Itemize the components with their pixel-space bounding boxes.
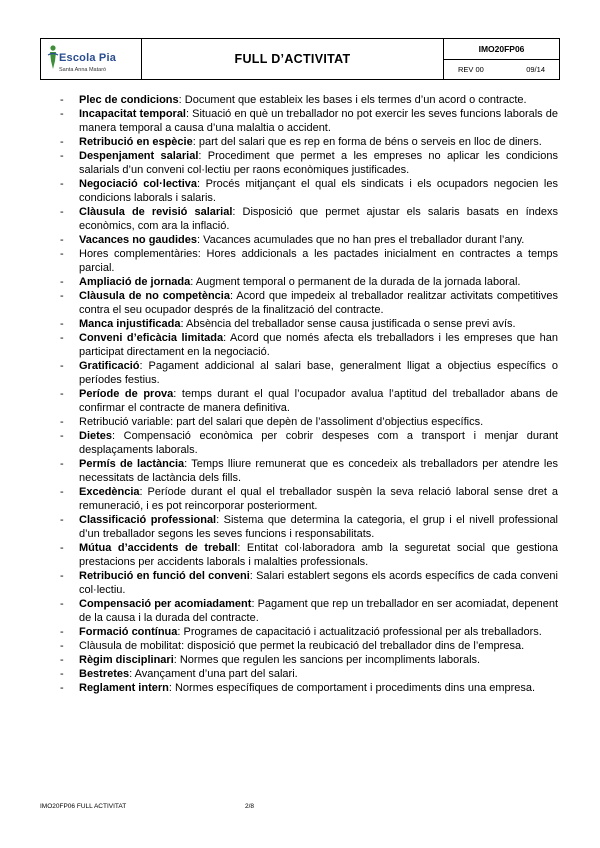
definition-text: : Entitat col·laboradora amb la seguretat social que gestiona prestacions per accidents laborals i malalties professionals. (79, 542, 559, 568)
definition-item (60, 429, 558, 457)
definition-item (60, 359, 558, 387)
definition-term: Retribució en espècie (79, 136, 193, 148)
definition-term: Règim disciplinari (79, 654, 174, 666)
definition-term: Mútua d’accidents de treball (79, 542, 238, 554)
logo-name: Escola Pia (59, 52, 117, 64)
definition-term: Negociació col·lectiva (79, 178, 198, 190)
definition-text: : Vacances acumulades que no han pres el treballador durant l’any. (197, 234, 525, 246)
definition-item (60, 387, 558, 415)
definition-term: Vacances no gaudides (79, 234, 197, 246)
definition-text: Clàusula de mobilitat: disposició que permet la reubicació del treballador dins de l’empresa. (79, 640, 525, 652)
definition-item (60, 485, 558, 513)
definition-item (60, 107, 558, 135)
definition-term: Ampliació de jornada (79, 276, 191, 288)
revision-row (444, 60, 559, 79)
definition-text: : Procés mitjançant el qual els sindicats i els ocupadors negocien les condicions laborals i salaris. (79, 178, 558, 204)
definition-item (60, 597, 558, 625)
definition-item (60, 135, 558, 149)
definition-term: Despenjament salarial (79, 150, 199, 162)
page-number: 2/8 (245, 803, 255, 810)
definition-term: Formació contínua (79, 626, 178, 638)
definition-text: : Absència del treballador sense causa justificada o sense previ avís. (180, 318, 516, 330)
definition-term: Permís de lactància (79, 458, 185, 470)
definition-item (60, 541, 558, 569)
definition-text: : Normes específiques de comportament i procediments dins una empresa. (168, 682, 536, 694)
definition-text: Hores complementàries: Hores addicionals a les pactades inicialment en contractes a temps parcial. (79, 248, 558, 274)
definition-term: Gratificació (79, 360, 140, 372)
definition-term: Excedència (79, 486, 140, 498)
logo (41, 39, 142, 79)
definition-text: : Disposició que permet ajustar els salaris basats en índexs econòmics, com ara la inflació. (79, 206, 558, 232)
definition-item (60, 625, 558, 639)
definition-term: Retribució en funció del conveni (79, 570, 250, 582)
definition-term: Incapacitat temporal (79, 108, 186, 120)
escola-pia-logo-icon (46, 43, 60, 71)
definition-text: : Salari establert segons els acords específics de cada conveni col·lectiu. (79, 570, 558, 596)
definition-text: Retribució variable: part del salari que depèn de l’assoliment d’objectius específics. (79, 416, 484, 428)
document-code-box (443, 39, 559, 79)
definition-item (60, 247, 558, 275)
definition-item (60, 457, 558, 485)
definition-item (60, 513, 558, 541)
definition-item (60, 317, 558, 331)
definition-term: Manca injustificada (79, 318, 181, 330)
revision-date: 09/14 (526, 65, 545, 74)
page-title: FULL D’ACTIVITAT (234, 52, 351, 66)
definition-term: Compensació per acomiadament (79, 598, 252, 610)
definition-term: Dietes (79, 430, 113, 442)
definition-item (60, 93, 558, 107)
definition-item (60, 205, 558, 233)
document-code: IMO20FP06 (444, 39, 559, 60)
definition-term: Bestretes (79, 668, 130, 680)
definition-term: Plec de condicions (79, 94, 179, 106)
definition-text: : Acord que impedeix al treballador realitzar activitats competitives contra el seu ocupador després de la finalització del contracte. (79, 290, 558, 316)
definition-term: Període de prova (79, 388, 174, 400)
definition-term: Classificació professional (79, 514, 217, 526)
logo-subtitle: Santa Anna Mataró (59, 67, 107, 73)
footer-document-name: IMO20FP06 FULL ACTIVITAT (40, 803, 127, 810)
definition-item (60, 569, 558, 597)
definition-text: : Normes que regulen les sancions per incompliments laborals. (173, 654, 481, 666)
document-header (40, 38, 560, 80)
definition-text: : Avançament d’una part del salari. (129, 668, 298, 680)
definition-item (60, 415, 558, 429)
definition-item (60, 289, 558, 317)
definition-item (60, 149, 558, 177)
definition-text: : Augment temporal o permanent de la durada de la jornada laboral. (190, 276, 521, 288)
definition-item (60, 233, 558, 247)
definition-text: : Programes de capacitació i actualització professional per als treballadors. (177, 626, 542, 638)
definition-text: : Acord que només afecta els treballadors i les empreses que han participat directament en la negociació. (79, 332, 558, 358)
definition-text: : Situació en què un treballador no pot exercir les seves funcions laborals de manera temporal a causa d’una malaltia o accident. (79, 108, 558, 134)
definitions-list (60, 93, 558, 695)
definition-text: : Pagament que rep un treballador en ser acomiadat, depenent de la causa i la durada del contracte. (79, 598, 559, 624)
revision: REV 00 (458, 65, 484, 74)
definition-item (60, 681, 558, 695)
definition-text: : Procediment que permet a les empreses no aplicar les condicions salarials d’un conveni col·lectiu per raons econòmiques justificades. (79, 150, 558, 176)
definition-item (60, 653, 558, 667)
definition-item (60, 639, 558, 653)
definition-item (60, 667, 558, 681)
definition-text: : part del salari que es rep en forma de béns o serveis en lloc de diners. (192, 136, 542, 148)
definition-text: : Període durant el qual el treballador suspèn la seva relació laboral sense dret a remuneració, i es pot reincorporar posteriorment. (79, 486, 558, 512)
definition-text: : temps durant el qual l’ocupador avalua l’aptitud del treballador abans de confirmar el contracte de manera definitiva. (79, 388, 558, 414)
definition-item (60, 177, 558, 205)
definition-text: : Document que estableix les bases i els termes d’un acord o contracte. (178, 94, 527, 106)
definition-text: : Temps lliure remunerat que es concedeix als treballadors per atendre les necessitats de lactància dels fills. (79, 458, 558, 484)
definition-term: Reglament intern (79, 682, 169, 694)
definition-text: : Pagament addicional al salari base, generalment lligat a objectius específics o períodes festius. (79, 360, 558, 386)
definition-term: Conveni d’eficàcia limitada (79, 332, 224, 344)
definition-item (60, 331, 558, 359)
definition-term: Clàusula de revisió salarial (79, 206, 233, 218)
definition-text: : Sistema que determina la categoria, el grup i el nivell professional d’un treballador segons les seves funcions i responsabilitats. (79, 514, 559, 540)
definition-item (60, 275, 558, 289)
definition-text: : Compensació econòmica per cobrir despeses com a transport i menjar durant desplaçaments laborals. (79, 430, 558, 456)
definition-term: Clàusula de no competència (79, 290, 230, 302)
